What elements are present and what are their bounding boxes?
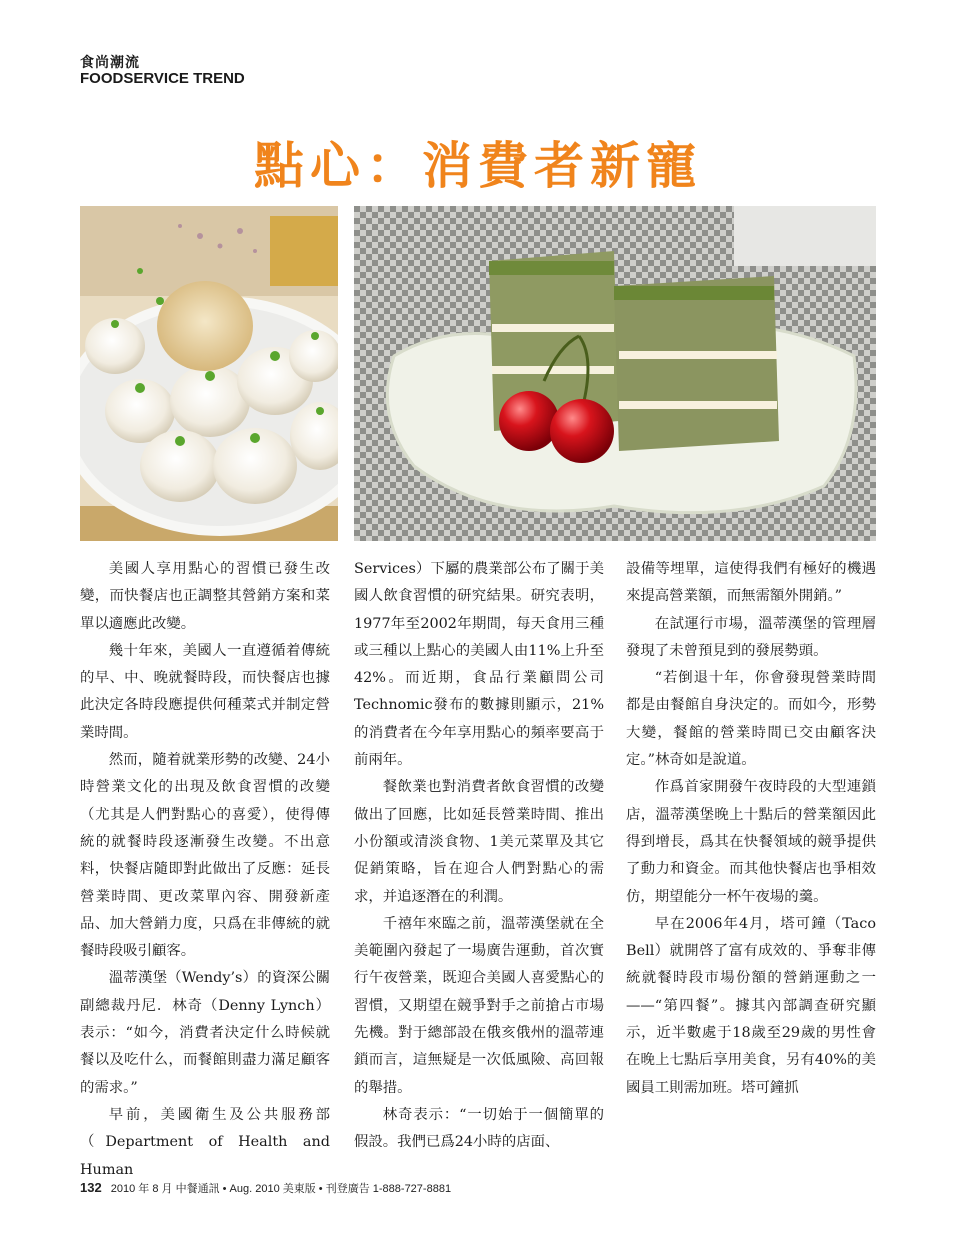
section-label-zh: 食尚潮流 (80, 55, 140, 71)
paragraph: 早在2006年4月，塔可鐘（Taco Bell）就開啓了富有成效的、爭奪非傳統就餐時段市場份額的營銷運動之一——“第四餐”。據其內部調查研究顯示，近半數處于18歲至29歲的男性會在晚上七點后享用美食，另有40%的美國員工則需加班。塔可鐘抓 (626, 915, 876, 1096)
paragraph: “若倒退十年，你會發現營業時間都是由餐館自身決定的。而如今，形勢大變，餐館的營業時間已交由顧客決定。”林奇如是說道。 (626, 670, 876, 769)
section-label-en: FOODSERVICE TREND (80, 70, 245, 87)
page-number: 132 (80, 1180, 102, 1195)
page-footer (80, 1180, 451, 1196)
paragraph: 幾十年來，美國人一直遵循着傳統的早、中、晚就餐時段，而快餐店也據此決定各時段應提供何種菜式并制定營業時間。 (80, 642, 330, 741)
paragraph: 餐飲業也對消費者飲食習慣的改變做出了回應，比如延長營業時間、推出小份額或清淡食物、1美元菜單及其它促銷策略，旨在迎合人們對點心的需求，并追逐潛在的利潤。 (354, 779, 604, 905)
paragraph: Services）下屬的農業部公布了關于美國人飲食習慣的研究結果。研究表明，1977年至2002年期間，每天食用三種或三種以上點心的美國人由11%上升至42%。而近期，食品行業顧問公司Technomic發布的數據則顯示，21%的消費者在今年享用點心的頻率要高于前兩年。 (354, 561, 604, 769)
text-column-2 (354, 556, 604, 1157)
green-tea-cake-photo (354, 206, 876, 541)
paragraph: 設備等埋單，這使得我們有極好的機遇來提高營業額，而無需額外開銷。” (626, 561, 876, 605)
paragraph: 林奇表示：“一切始于一個簡單的假設。我們已爲24小時的店面、 (354, 1106, 604, 1151)
article-title: 點心：消費者新寵 (254, 136, 702, 195)
paragraph: 在試運行市場，溫蒂漢堡的管理層發現了未曾預見到的發展勢頭。 (626, 615, 876, 659)
paragraph: 早前，美國衛生及公共服務部（Department of Health and Human (80, 1106, 330, 1178)
paragraph: 美國人享用點心的習慣已發生改變，而快餐店也正調整其營銷方案和菜單以適應此改變。 (80, 561, 330, 632)
paragraph: 千禧年來臨之前，溫蒂漢堡就在全美範圍內發起了一場廣告運動，首次實行午夜營業，既迎合美國人喜愛點心的習慣，又期望在競爭對手之前搶占市場先機。對于總部設在俄亥俄州的溫蒂連鎖而言，這無疑是一次低風險、高回報的舉措。 (354, 915, 604, 1096)
text-column-1 (80, 556, 330, 1184)
footer-info: 2010 年 8 月 中餐通訊 • Aug. 2010 美東版 • 刊登廣告 1-888-727-8881 (110, 1183, 452, 1195)
paragraph: 作爲首家開發午夜時段的大型連鎖店，溫蒂漢堡晚上十點后的營業額因此得到增長，爲其在快餐領域的競爭提供了動力和資金。而其他快餐店也爭相效仿，期望能分一杯午夜場的羹。 (626, 779, 876, 905)
steamed-buns-photo (80, 206, 338, 541)
paragraph: 然而，隨着就業形勢的改變、24小時營業文化的出現及飲食習慣的改變（尤其是人們對點心的喜愛），使得傳統的就餐時段逐漸發生改變。不出意料，快餐店隨即對此做出了反應：延長營業時間、更改菜單內容、開發新產品、加大營銷力度，只爲在非傳統的就餐時段吸引顧客。 (80, 752, 330, 960)
paragraph: 溫蒂漢堡（Wendy’s）的資深公關副總裁丹尼．林奇（Denny Lynch）表示：“如今，消費者決定什么時候就餐以及吃什么，而餐館則盡力滿足顧客的需求。” (80, 970, 330, 1096)
text-column-3 (626, 556, 876, 1102)
